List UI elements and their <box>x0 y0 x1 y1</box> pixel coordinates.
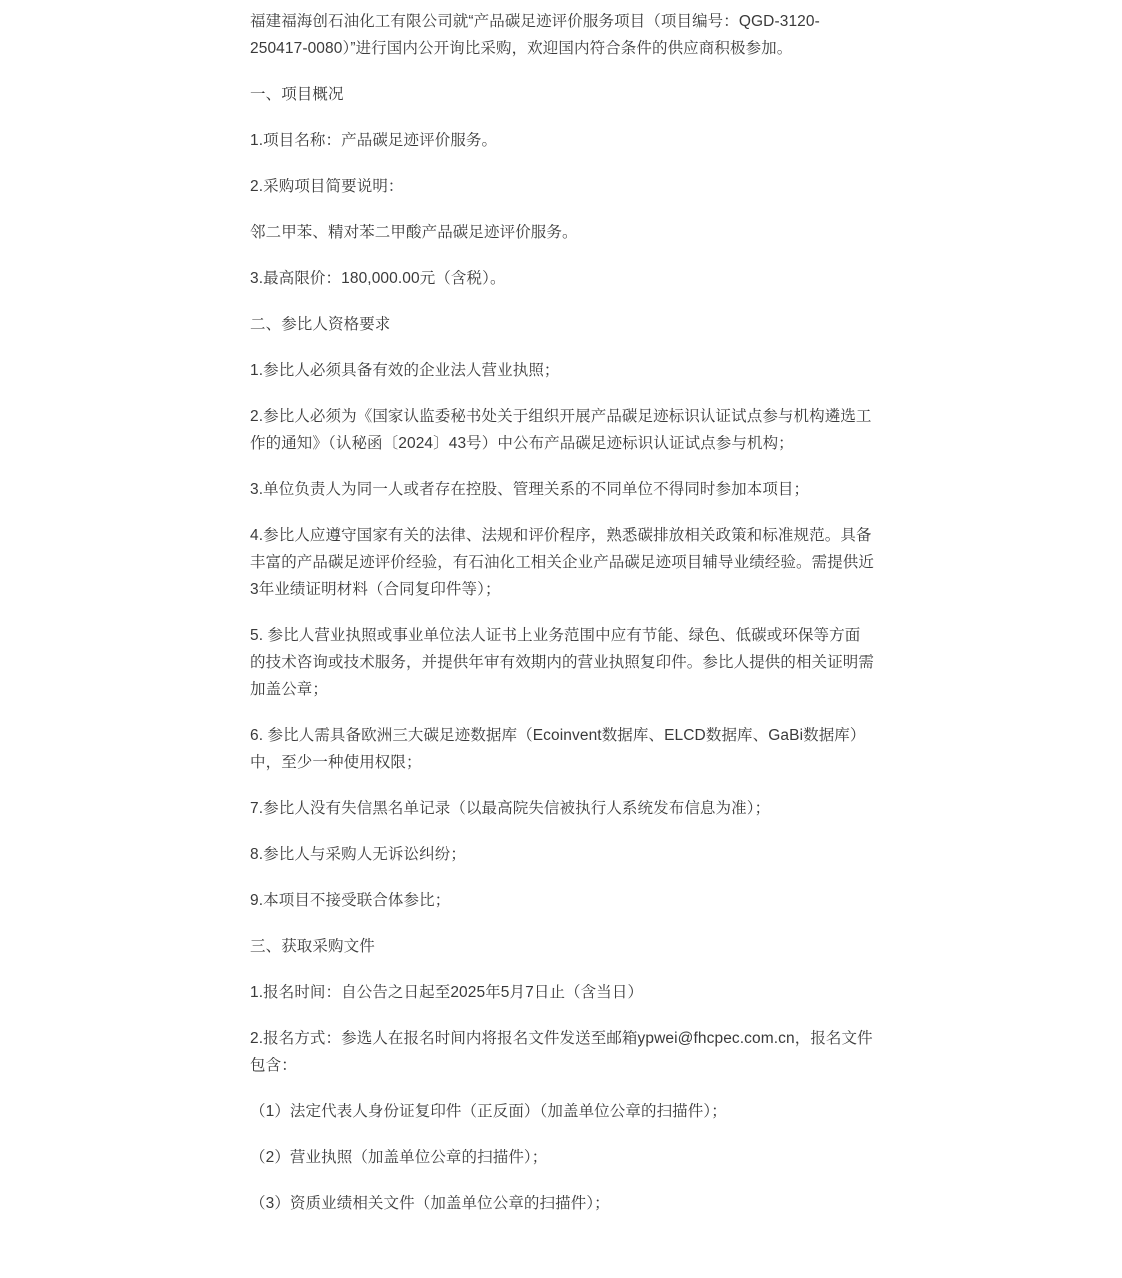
section-overview-item-1 <box>250 127 874 154</box>
section-documents-item-2 <box>250 1025 874 1079</box>
item-text: 5. 参比人营业执照或事业单位法人证书上业务范围中应有节能、绿色、低碳或环保等方面的技术咨询或技术服务，并提供年审有效期内的营业执照复印件。参比人提供的相关证明需加盖公章； <box>250 627 875 698</box>
section-overview-item-2-detail <box>250 219 874 246</box>
section-qualifications-item-2 <box>250 403 874 457</box>
section-documents-subitem-1 <box>250 1098 874 1125</box>
item-text: 3.单位负责人为同一人或者存在控股、管理关系的不同单位不得同时参加本项目； <box>250 481 810 498</box>
subitem-text: （2）营业执照（加盖单位公章的扫描件）； <box>250 1149 548 1166</box>
section-qualifications-item-8 <box>250 841 874 868</box>
section-heading-qualifications <box>250 311 874 338</box>
item-text: 2.采购项目简要说明： <box>250 178 404 195</box>
item-text: 邻二甲苯、精对苯二甲酸产品碳足迹评价服务。 <box>250 224 578 241</box>
section-heading-text: 二、参比人资格要求 <box>250 316 391 333</box>
item-text: 1.项目名称：产品碳足迹评价服务。 <box>250 132 498 149</box>
subitem-text: （1）法定代表人身份证复印件（正反面）（加盖单位公章的扫描件）； <box>250 1103 727 1120</box>
item-text: 3.最高限价：180,000.00元（含税）。 <box>250 270 506 287</box>
section-qualifications-item-7 <box>250 795 874 822</box>
section-overview-item-3 <box>250 265 874 292</box>
section-overview-item-2 <box>250 173 874 200</box>
section-qualifications-item-4 <box>250 522 874 603</box>
section-documents-subitem-3 <box>250 1190 874 1217</box>
item-text: 9.本项目不接受联合体参比； <box>250 892 451 909</box>
item-text: 7.参比人没有失信黑名单记录（以最高院失信被执行人系统发布信息为准）； <box>250 800 771 817</box>
section-qualifications-item-6 <box>250 722 874 776</box>
section-heading-documents <box>250 933 874 960</box>
item-text: 1.参比人必须具备有效的企业法人营业执照； <box>250 362 560 379</box>
item-text: 6. 参比人需具备欧洲三大碳足迹数据库（Ecoinvent数据库、ELCD数据库、GaBi数据库）中，至少一种使用权限； <box>250 727 866 771</box>
section-qualifications-item-1 <box>250 357 874 384</box>
section-heading-text: 三、获取采购文件 <box>250 938 375 955</box>
item-text: 1.报名时间：自公告之日起至2025年5月7日止（含当日） <box>250 984 644 1001</box>
section-documents-subitem-2 <box>250 1144 874 1171</box>
item-text: 2.参比人必须为《国家认监委秘书处关于组织开展产品碳足迹标识认证试点参与机构遴选工作的通知》（认秘函〔2024〕43号）中公布产品碳足迹标识认证试点参与机构； <box>250 408 872 452</box>
item-text: 2.报名方式：参选人在报名时间内将报名文件发送至邮箱ypwei@fhcpec.com.cn，报名文件包含： <box>250 1030 873 1074</box>
section-qualifications-item-3 <box>250 476 874 503</box>
section-qualifications-item-9 <box>250 887 874 914</box>
document-body <box>250 8 874 1217</box>
section-heading-overview <box>250 81 874 108</box>
subitem-text: （3）资质业绩相关文件（加盖单位公章的扫描件）； <box>250 1195 610 1212</box>
item-text: 4.参比人应遵守国家有关的法律、法规和评价程序，熟悉碳排放相关政策和标准规范。具备丰富的产品碳足迹评价经验，有石油化工相关企业产品碳足迹项目辅导业绩经验。需提供近3年业绩证明材料（合同复印件等）； <box>250 527 875 598</box>
section-documents-item-1 <box>250 979 874 1006</box>
item-text: 8.参比人与采购人无诉讼纠纷； <box>250 846 466 863</box>
intro-paragraph: 福建福海创石油化工有限公司就“产品碳足迹评价服务项目（项目编号：QGD-3120-250417-0080）”进行国内公开询比采购，欢迎国内符合条件的供应商积极参加。 <box>250 13 820 57</box>
section-heading-text: 一、项目概况 <box>250 86 344 103</box>
intro-paragraph-block <box>250 8 874 62</box>
section-qualifications-item-5 <box>250 622 874 703</box>
